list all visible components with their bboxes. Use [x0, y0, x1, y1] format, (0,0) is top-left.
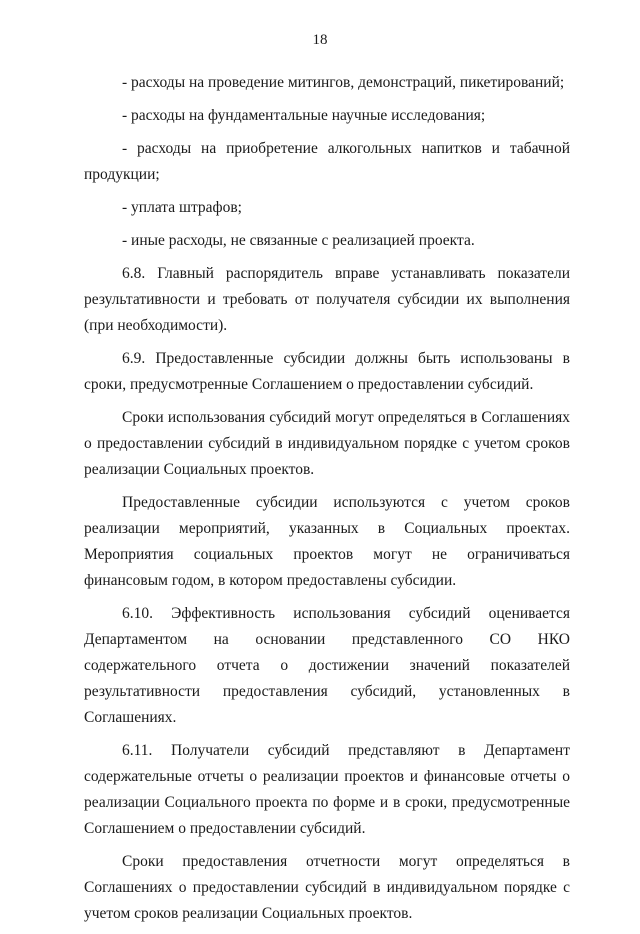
- paragraph-clause-6-10: 6.10. Эффективность использования субсидий оценивается Департаментом на основании представленного СО НКО содержательного отчета о достижении значений показателей результативности предоставления субсидий, установленных в Соглашениях.: [84, 605, 570, 726]
- paragraph-clause-6-9: 6.9. Предоставленные субсидии должны быть использованы в сроки, предусмотренные Соглашением о предоставлении субсидий.: [84, 350, 570, 393]
- paragraph-clause-6-8: 6.8. Главный распорядитель вправе устанавливать показатели результативности и требовать от получателя субсидии их выполнения (при необходимости).: [84, 265, 570, 334]
- page-number: 18: [312, 32, 328, 48]
- document-body: [84, 70, 570, 934]
- paragraph-expense-alcohol-tobacco: - расходы на приобретение алкогольных напитков и табачной продукции;: [84, 140, 570, 183]
- paragraph-provided-subsidies: Предоставленные субсидии используются с учетом сроков реализации мероприятий, указанных в Социальных проектах. Мероприятия социальных проектов могут не ограничиваться финансовым годом, в котором предоставлены субсидии.: [84, 494, 570, 589]
- paragraph-expense-other: - иные расходы, не связанные с реализацией проекта.: [122, 232, 475, 249]
- paragraph-usage-terms: Сроки использования субсидий могут определяться в Соглашениях о предоставлении субсидий в индивидуальном порядке с учетом сроков реализации Социальных проектов.: [84, 409, 570, 478]
- paragraph-reporting-terms: Сроки предоставления отчетности могут определяться в Соглашениях о предоставлении субсидий в индивидуальном порядке с учетом сроков реализации Социальных проектов.: [84, 853, 570, 922]
- paragraph-expense-research: - расходы на фундаментальные научные исследования;: [122, 107, 486, 124]
- paragraph-expense-rallies: - расходы на проведение митингов, демонстраций, пикетирований;: [122, 74, 565, 91]
- paragraph-expense-fines: - уплата штрафов;: [122, 199, 242, 216]
- paragraph-clause-6-11: 6.11. Получатели субсидий представляют в Департамент содержательные отчеты о реализации проектов и финансовые отчеты о реализации Социального проекта по форме и в сроки, предусмотренные Соглашением о предоставлении субсидий.: [84, 742, 570, 837]
